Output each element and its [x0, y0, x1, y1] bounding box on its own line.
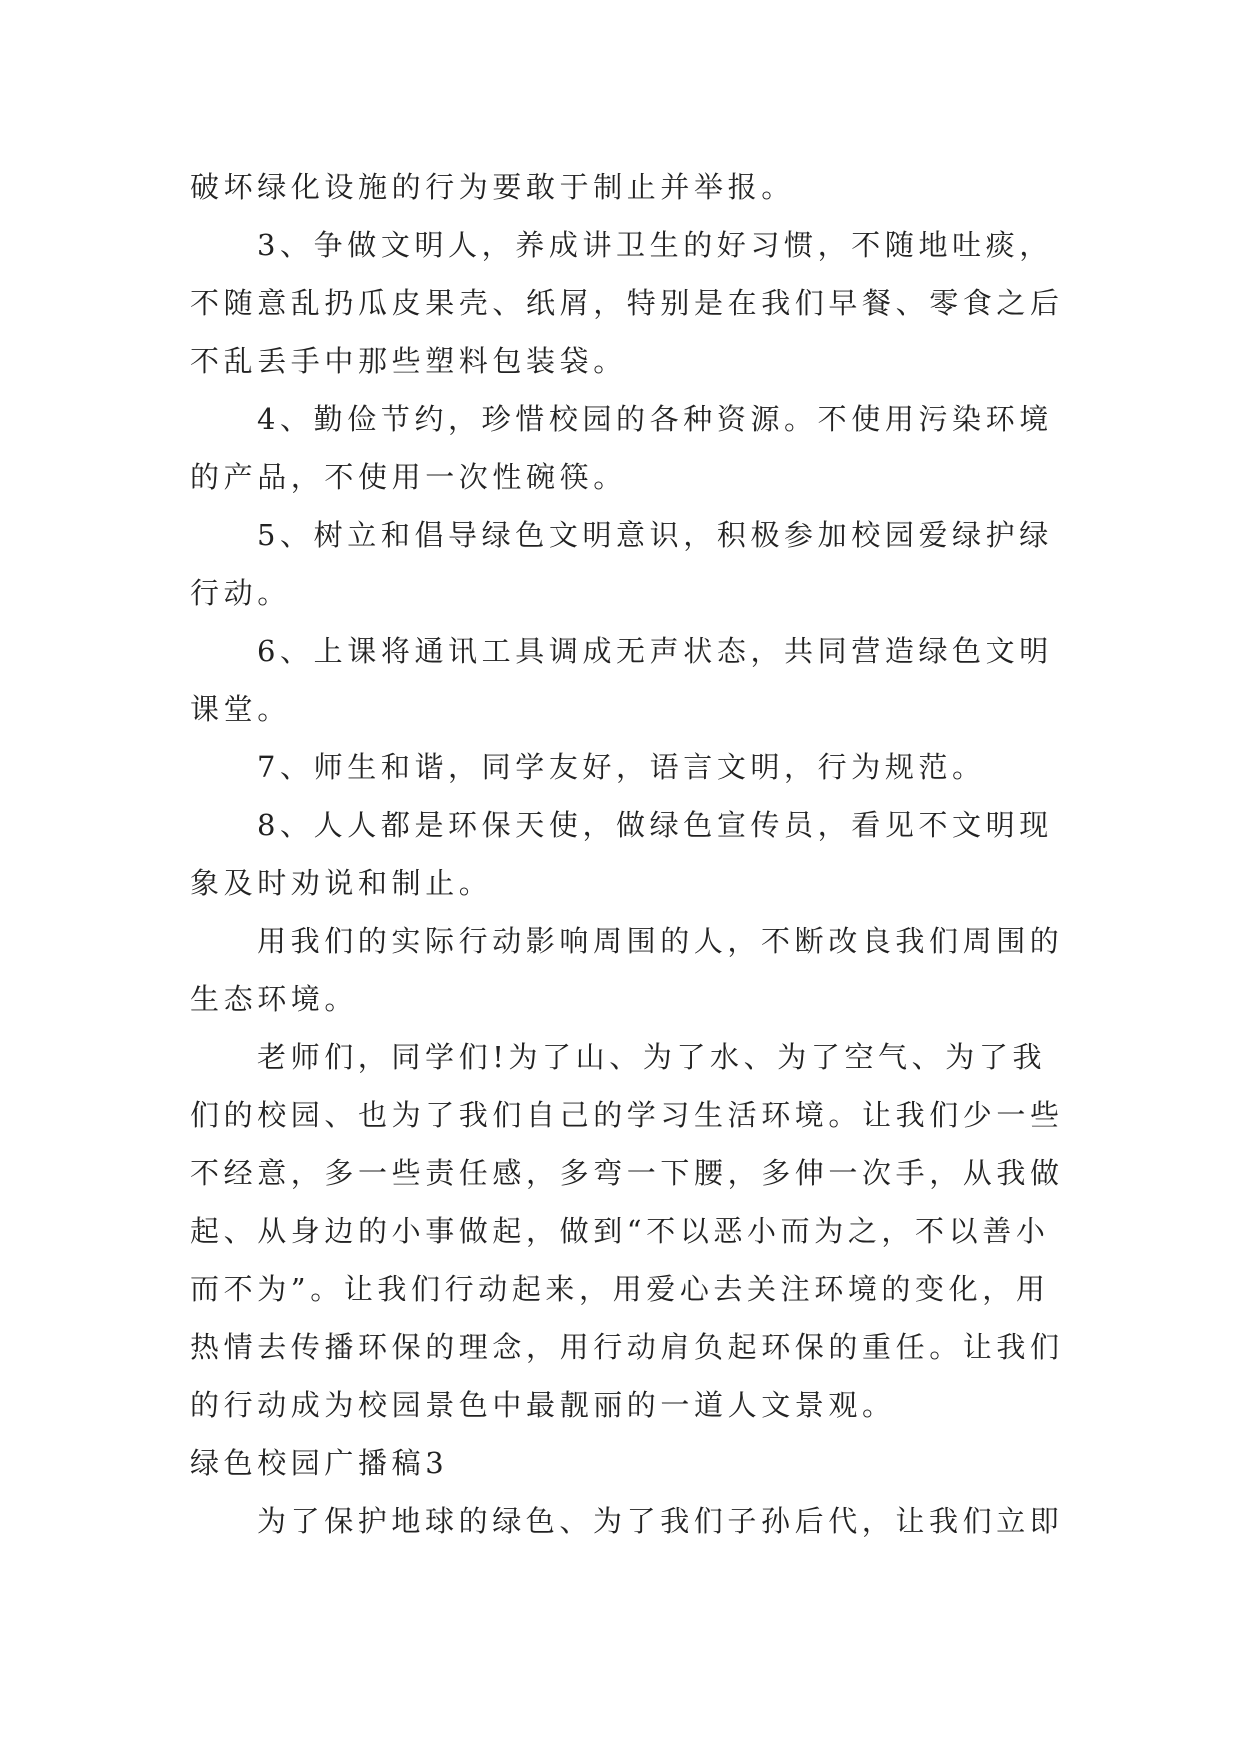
text-line: 6、上课将通讯工具调成无声状态，共同营造绿色文明 [257, 634, 1053, 668]
text-line: 3、争做文明人，养成讲卫生的好习惯，不随地吐痰， [257, 228, 1053, 262]
text-line: 7、师生和谐，同学友好，语言文明，行为规范。 [257, 750, 986, 784]
text-line: 不随意乱扔瓜皮果壳、纸屑，特别是在我们早餐、零食之后 [190, 286, 1064, 320]
text-line: 象及时劝说和制止。 [190, 866, 493, 900]
text-line: 8、人人都是环保天使，做绿色宣传员，看见不文明现 [257, 808, 1053, 842]
document-body [190, 158, 1064, 1550]
text-line: 用我们的实际行动影响周围的人，不断改良我们周围的 [257, 924, 1064, 958]
text-line: 的行动成为校园景色中最靓丽的一道人文景观。 [190, 1388, 896, 1422]
text-line: 5、树立和倡导绿色文明意识，积极参加校园爱绿护绿 [257, 518, 1053, 552]
text-line: 而不为”。让我们行动起来，用爱心去关注环境的变化，用 [190, 1272, 1050, 1306]
text-line: 的产品，不使用一次性碗筷。 [190, 460, 627, 494]
text-line: 不经意，多一些责任感，多弯一下腰，多伸一次手，从我做 [190, 1156, 1064, 1190]
section-heading: 绿色校园广播稿3 [190, 1446, 449, 1480]
text-line: 破坏绿化设施的行为要敢于制止并举报。 [190, 170, 795, 204]
text-line: 老师们，同学们!为了山、为了水、为了空气、为了我 [257, 1040, 1047, 1074]
text-line: 课堂。 [190, 692, 291, 726]
text-line: 热情去传播环保的理念，用行动肩负起环保的重任。让我们 [190, 1330, 1064, 1364]
text-line: 们的校园、也为了我们自己的学习生活环境。让我们少一些 [190, 1098, 1064, 1132]
text-line: 起、从身边的小事做起，做到“不以恶小而为之，不以善小 [190, 1214, 1050, 1248]
text-line: 4、勤俭节约，珍惜校园的各种资源。不使用污染环境 [257, 402, 1053, 436]
text-line: 行动。 [190, 576, 291, 610]
text-line: 生态环境。 [190, 982, 359, 1016]
text-line: 不乱丢手中那些塑料包装袋。 [190, 344, 627, 378]
text-line: 为了保护地球的绿色、为了我们子孙后代，让我们立即 [257, 1504, 1064, 1538]
